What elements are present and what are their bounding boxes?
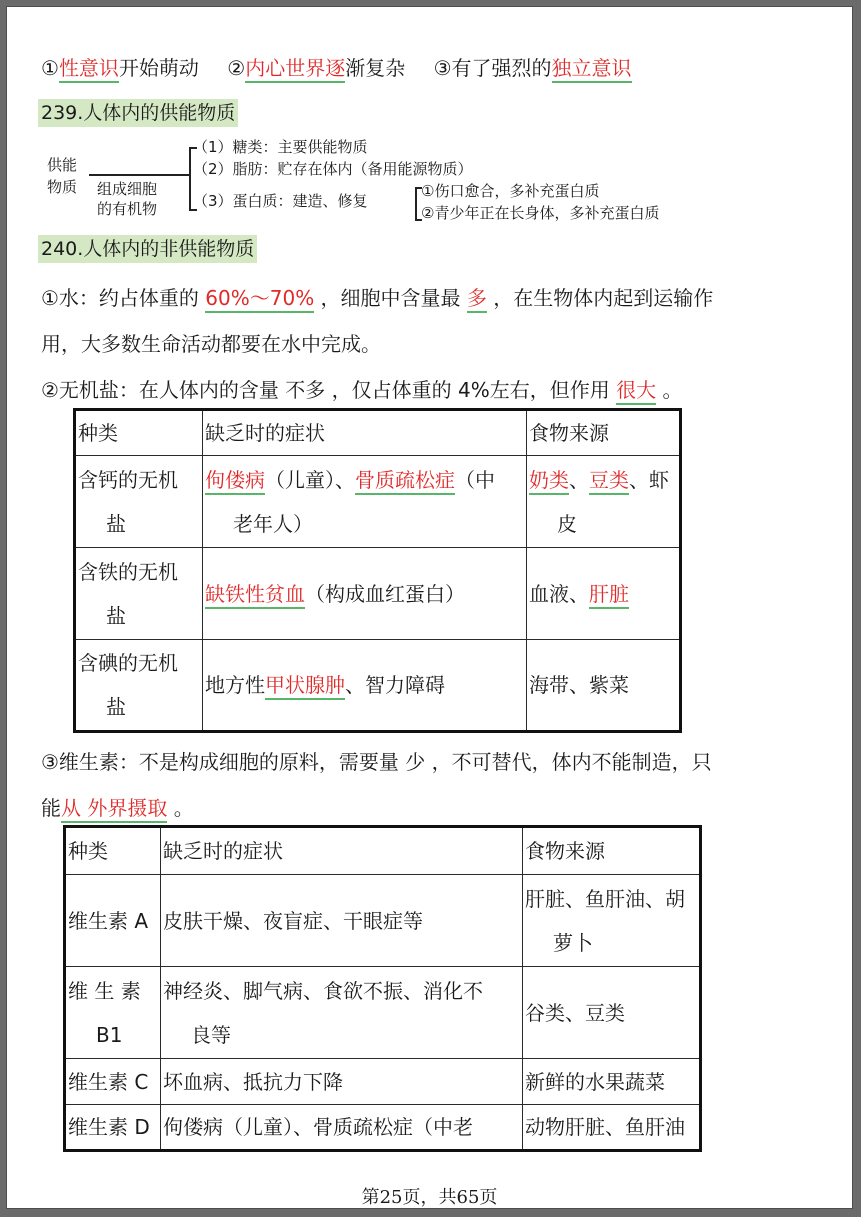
highlight-sexual-awareness: 性意识 [59, 56, 119, 83]
salt-line: ②无机盐：在人体内的含量 不多 ，仅占体重的 4%左右，但作用 很大 。 [41, 377, 682, 403]
water-most: 多 [467, 286, 487, 313]
mineral-table [73, 408, 682, 733]
vitamin-line-2: 能从 外界摄取 。 [41, 795, 194, 821]
connector-line [89, 174, 189, 176]
table-row: 含钙的无机 盐 佝偻病（儿童）、骨质疏松症（中 老年人） 奶类、豆类、虾 皮 [75, 456, 681, 548]
section-239-title: 239.人体内的供能物质 [38, 99, 238, 127]
water-percentage: 60%～70% [205, 286, 314, 313]
vitamin-line-1: ③维生素：不是构成细胞的原料，需要量 少 ，不可替代，体内不能制造，只 [41, 750, 712, 774]
table-row: 维 生 素 B1 神经炎、脚气病、食欲不振、消化不 良等 谷类、豆类 [65, 967, 701, 1059]
header-kind: 种类 [75, 410, 203, 456]
water-line-1: ①水：约占体重的 60%～70% ，细胞中含量最 多 ，在生物体内起到运输作 [41, 285, 713, 311]
page-number: 第25页，共65页 [361, 1187, 498, 1208]
table-row: 维生素 A 皮肤干燥、夜盲症、干眼症等 肝脏、鱼肝油、胡 萝卜 [65, 875, 701, 967]
table-row: 维生素 C 坏血病、抵抗力下降 新鲜的水果蔬菜 [65, 1059, 701, 1105]
header-kind: 种类 [65, 827, 161, 875]
table-row: 含碘的无机 盐 地方性甲状腺肿、智力障碍 海带、紫菜 [75, 640, 681, 732]
table-header-row [75, 410, 681, 456]
table-row: 含铁的无机 盐 缺铁性贫血（构成血红蛋白） 血液、肝脏 [75, 548, 681, 640]
salt-effect: 很大 [616, 378, 656, 405]
highlight-inner-world: 内心世界逐 [245, 56, 345, 83]
header-symptoms: 缺乏时的症状 [203, 410, 527, 456]
highlight-independence: 独立意识 [552, 56, 632, 83]
vitamin-source: 从 外界摄取 [61, 796, 167, 823]
document-page: ①性意识开始萌动 ②内心世界逐渐复杂 ③有了强烈的独立意识 239.人体内的供能物质 供能 物质 组成细胞 的有机物 （1）糖类：主要供能物质 （2）脂肪：贮存在体内（备用能源物质） （3）蛋白质：建造、修复 ①伤口愈合，多补充蛋白质 ②青少年正在长身体，多补充蛋白质 240.人体内的非供能物质 ①水：约占体重的 60%～70% ，细胞中含量最 多 ，在生物体内起到运输作 用，大多数生命活动都要在水中完成。 ②无机盐：在人体内的含量 不多 ，仅占体重的 4%左右，但作用 很大 。 种类 缺乏时的症状 食物来源 含钙的无机 盐 佝偻病（儿童）、骨质疏松症（中 老年人） 奶类、豆类、虾 皮 含铁的无机 盐 缺铁性贫血（构成血红蛋白） 血液、肝脏 含碘的无机 盐 地方性甲状腺肿、智力障碍 海带、紫菜 ③维生素：不是构成细胞的原料，需要量 少 ，不可替代，体内不能制造，只 能从 外界摄取 。 种类 缺乏时的症状 食物来源 维生素 A 皮肤干燥、夜盲症、干眼症等 肝脏、鱼肝油、胡 萝卜 维 生 素 B1 神经炎、脚气病、食欲不振、消化不 良等 谷类、豆类 维生素 C 坏血病、抵抗力下降 新鲜的水果蔬菜 维生素 D 佝偻病（儿童）、骨质疏松症（中老 动物肝脏、鱼肝油 第25页，共65页 [6, 6, 853, 1209]
table-header-row [65, 827, 701, 875]
header-food: 食物来源 [523, 827, 701, 875]
water-line-2: 用，大多数生命活动都要在水中完成。 [41, 332, 381, 356]
section-240-title: 240.人体内的非供能物质 [38, 235, 257, 263]
top-line: ①性意识开始萌动 ②内心世界逐渐复杂 ③有了强烈的独立意识 [41, 55, 632, 81]
table-row: 维生素 D 佝偻病（儿童）、骨质疏松症（中老 动物肝脏、鱼肝油 [65, 1105, 701, 1151]
header-symptoms: 缺乏时的症状 [161, 827, 523, 875]
header-food: 食物来源 [527, 410, 681, 456]
vitamin-table [63, 825, 702, 1152]
